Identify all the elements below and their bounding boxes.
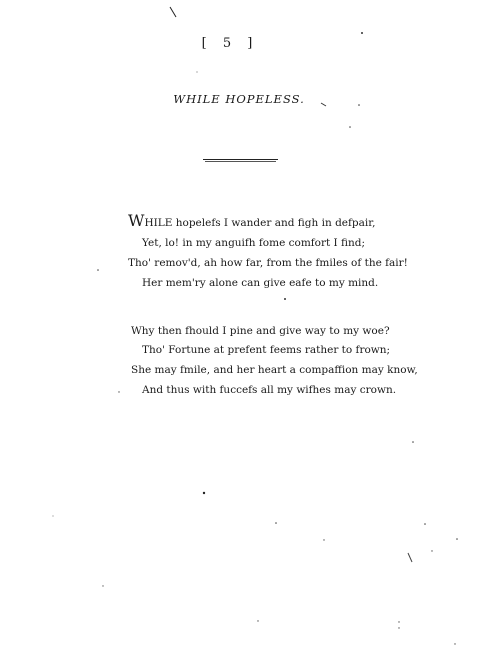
drop-cap: W: [128, 211, 145, 230]
poem-line-7: She may fmile, and her heart a compaffion may know,: [131, 364, 418, 376]
poem-line-3: Tho' remov'd, ah how far, from the fmiles of the fair!: [128, 257, 408, 269]
page-number: [ 5 ]: [201, 36, 259, 51]
title-divider-lower: [205, 161, 276, 162]
poem-line-5: Why then fhould I pine and give way to my woe?: [131, 325, 390, 337]
line-text: HILE hopelefs I wander and figh in defpair,: [144, 217, 376, 229]
poem-line-1: [128, 213, 375, 229]
title-divider: [203, 159, 278, 160]
poem-line-4: Her mem'ry alone can give eafe to my mind.: [142, 277, 379, 289]
poem-line-2: Yet, lo! in my anguifh fome comfort I find;: [142, 237, 366, 249]
poem-title: WHILE HOPELESS.: [173, 92, 305, 106]
poem-line-8: And thus with fuccefs all my wifhes may crown.: [142, 384, 397, 396]
poem-line-6: Tho' Fortune at prefent feems rather to frown;: [142, 344, 391, 356]
